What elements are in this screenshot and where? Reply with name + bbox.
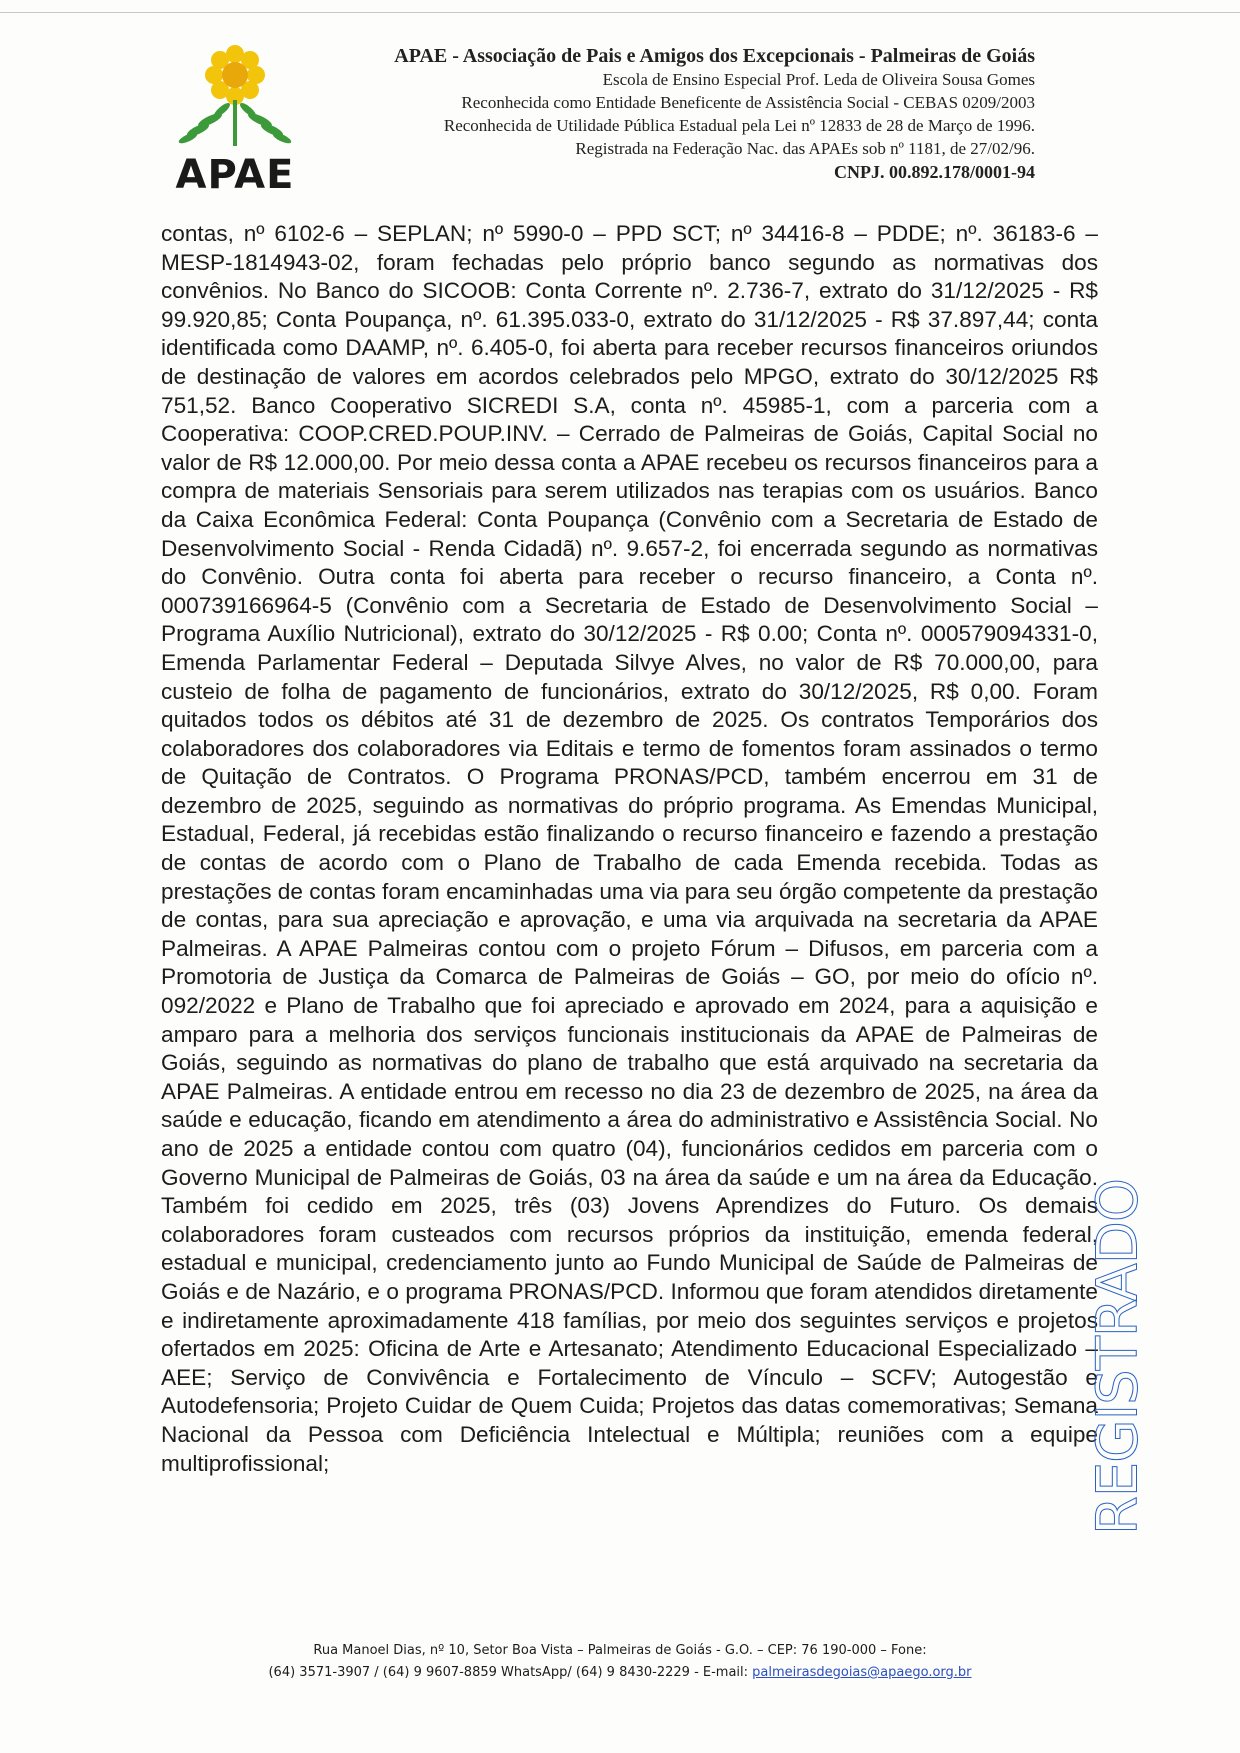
- cebas-line: Reconhecida como Entidade Beneficente de Assistência Social - CEBAS 0209/2003: [461, 93, 1035, 112]
- logo-text: APAE: [175, 152, 295, 198]
- registrado-stamp: [1073, 1145, 1163, 1570]
- school-name: Escola de Ensino Especial Prof. Leda de Oliveira Sousa Gomes: [602, 70, 1035, 89]
- org-name: APAE - Associação de Pais e Amigos dos Excepcionais - Palmeiras de Goiás: [394, 45, 1035, 67]
- stamp-text: REGISTRADO: [1085, 1178, 1151, 1536]
- footer-email-link[interactable]: palmeirasdegoias@apaego.org.br: [752, 1665, 972, 1680]
- apae-logo: [170, 40, 300, 198]
- footer-phones: (64) 3571-3907 / (64) 9 9607-8859 WhatsApp/ (64) 9 8430-2229 - E-mail:: [268, 1665, 753, 1680]
- body-paragraph: contas, nº 6102-6 – SEPLAN; nº 5990-0 – PPD SCT; nº 34416-8 – PDDE; nº. 36183-6 – MESP-1814943-02, foram fechadas pelo próprio banco segundo as normativas dos convênios. No Banco do SICOOB: Conta Corrente nº. 2.736-7, extrato do 31/12/2025 - R$ 99.920,85; Conta Poupança, nº. 61.395.033-0, extrato do 31/12/2025 - R$ 37.897,44; conta identificada como DAAMP, nº. 6.405-0, foi aberta para receber recursos financeiros oriundos de destinação de valores em acordos celebrados pelo MPGO, extrato do 30/12/2025 R$ 751,52. Banco Cooperativo SICREDI S.A, conta nº. 45985-1, com a parceria com a Cooperativa: COOP.CRED.POUP.INV. – Cerrado de Palmeiras de Goiás, Capital Social no valor de R$ 12.000,00. Por meio dessa conta a APAE recebeu os recursos financeiros para a compra de materiais Sensoriais para serem utilizados nas terapias com os usuários. Banco da Caixa Econômica Federal: Conta Poupança (Convênio com a Secretaria de Estado de Desenvolvimento Social - Renda Cidadã) nº. 9.657-2, foi encerrada segundo as normativas do Convênio. Outra conta foi aberta para receber o recurso financeiro, a Conta nº. 000739166964-5 (Convênio com a Secretaria de Estado de Desenvolvimento Social – Programa Auxílio Nutricional), extrato do 30/12/2025 - R$ 0.00; Conta nº. 000579094331-0, Emenda Parlamentar Federal – Deputada Silvye Alves, no valor de R$ 70.000,00, para custeio de folha de pagamento de funcionários, extrato do 30/12/2025, R$ 0,00. Foram quitados todos os débitos até 31 de dezembro de 2025. Os contratos Temporários dos colaboradores dos colaboradores via Editais e termo de fomentos foram assinados o termo de Quitação de Contratos. O Programa PRONAS/PCD, também encerrou em 31 de dezembro de 2025, seguindo as normativas do próprio programa. As Emendas Municipal, Estadual, Federal, já recebidas estão finalizando o recurso financeiro e fazendo a prestação de contas de acordo com o Plano de Trabalho de cada Emenda recebida. Todas as prestações de contas foram encaminhadas uma via para seu órgão competente da prestação de contas, para sua apreciação e aprovação, e uma via arquivada na secretaria da APAE Palmeiras. A APAE Palmeiras contou com o projeto Fórum – Difusos, em parceria com a Promotoria de Justiça da Comarca de Palmeiras de Goiás – GO, por meio do ofício nº. 092/2022 e Plano de Trabalho que foi apreciado e aprovado em 2024, para a aquisição e amparo para a melhoria dos serviços funcionais institucionais da APAE de Palmeiras de Goiás, seguindo as normativas do plano de trabalho que está arquivado na secretaria da APAE Palmeiras. A entidade entrou em recesso no dia 23 de dezembro de 2025, na área da saúde e educação, ficando em atendimento a área do administrativo e Assistência Social. No ano de 2025 a entidade contou com quatro (04), funcionários cedidos em parceria com o Governo Municipal de Palmeiras de Goiás, 03 na área da saúde e um na área da Educação. Também foi cedido em 2025, três (03) Jovens Aprendizes do Futuro. Os demais colaboradores foram custeados com recursos próprios da instituição, emenda federal, estadual e municipal, credenciamento junto ao Fundo Municipal de Saúde de Palmeiras de Goiás e de Nazário, e o programa PRONAS/PCD. Informou que foram atendidos diretamente e indiretamente aproximadamente 418 famílias, por meio dos seguintes serviços e projetos ofertados em 2025: Oficina de Arte e Artesanato; Atendimento Educacional Especializado – AEE; Serviço de Convivência e Fortalecimento de Vínculo – SCFV; Autogestão e Autodefensoria; Projeto Cuidar de Quem Cuida; Projetos das datas comemorativas; Semana Nacional da Pessoa com Deficiência Intelectual e Múltipla; reuniões com a equipe multiprofissional;: [161, 221, 1098, 1476]
- letterhead: [300, 44, 1035, 184]
- top-rule: [0, 12, 1240, 13]
- footer: [200, 1640, 1040, 1684]
- footer-address: Rua Manoel Dias, nº 10, Setor Boa Vista – Palmeiras de Goiás - G.O. – CEP: 76 190-000 – Fone:: [313, 1643, 927, 1658]
- cnpj: CNPJ. 00.892.178/0001-94: [834, 162, 1035, 182]
- flower-icon: [170, 40, 300, 150]
- federation-line: Registrada na Federação Nac. das APAEs sob nº 1181, de 27/02/96.: [575, 139, 1035, 158]
- utility-line: Reconhecida de Utilidade Pública Estadual pela Lei nº 12833 de 28 de Março de 1996.: [443, 116, 1035, 135]
- footer-contacts: [200, 1662, 1040, 1684]
